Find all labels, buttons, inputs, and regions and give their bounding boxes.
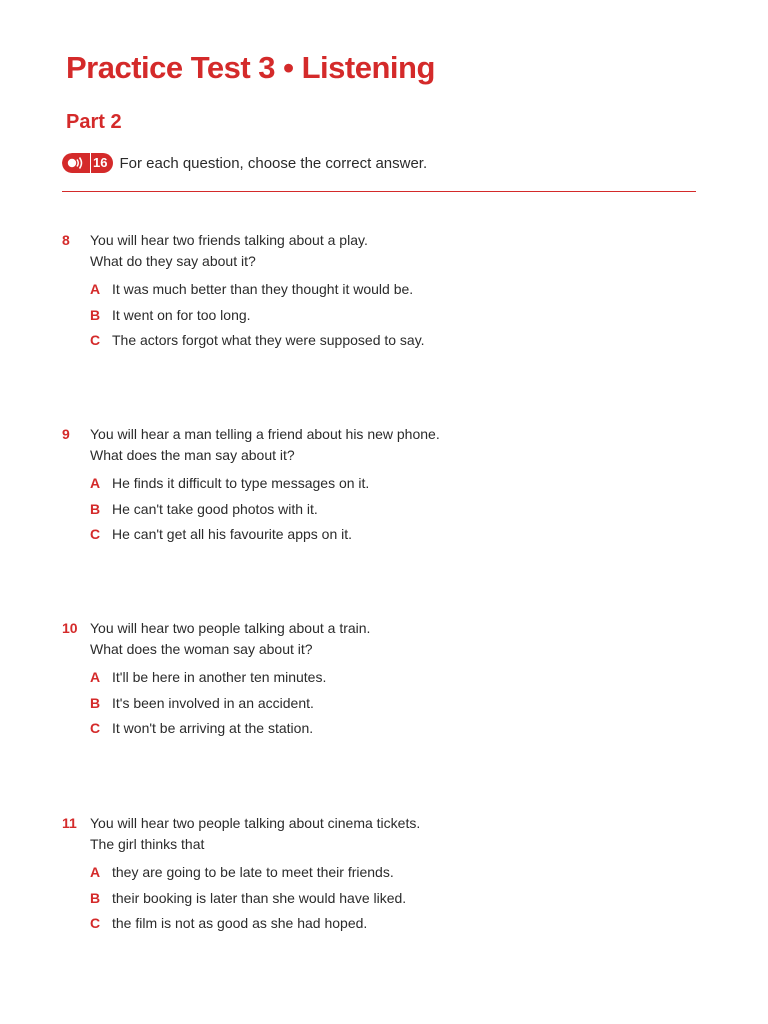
option-text: It was much better than they thought it would be. [112, 281, 414, 297]
question-prompt: What do they say about it? [90, 253, 256, 269]
option-text: It'll be here in another ten minutes. [112, 669, 327, 685]
answer-options [90, 277, 702, 354]
question-prompt: What does the man say about it? [90, 447, 295, 463]
track-number: 16 [90, 153, 113, 173]
option-letter: B [90, 500, 101, 517]
question-context: You will hear two friends talking about a play. [90, 232, 368, 248]
instruction-row [62, 153, 427, 173]
option-letter: C [90, 915, 101, 931]
option-text: they are going to be late to meet their friends. [112, 864, 394, 880]
answer-option-b[interactable] [90, 497, 702, 523]
option-text: He finds it difficult to type messages on it. [112, 475, 370, 491]
option-text: It went on for too long. [112, 306, 251, 323]
option-letter: B [90, 306, 101, 323]
option-letter: A [90, 864, 101, 880]
question-prompt: The girl thinks that [90, 836, 205, 852]
speaker-icon [62, 153, 90, 173]
answer-option-b[interactable] [90, 886, 702, 912]
option-letter: C [90, 332, 101, 348]
option-letter: B [90, 694, 101, 711]
option-text: He can't get all his favourite apps on it. [112, 526, 353, 542]
option-letter: A [90, 281, 101, 297]
question-number: 10 [62, 620, 78, 636]
question-9 [62, 424, 702, 548]
answer-option-a[interactable] [90, 277, 702, 303]
answer-options [90, 471, 702, 548]
option-text: their booking is later than she would have liked. [112, 889, 407, 906]
option-letter: C [90, 720, 101, 736]
question-prompt: What does the woman say about it? [90, 641, 313, 657]
question-context: You will hear a man telling a friend about his new phone. [90, 426, 440, 442]
question-number: 8 [62, 232, 70, 248]
answer-options [90, 665, 702, 742]
question-number: 11 [62, 815, 77, 831]
page-title: Practice Test 3 • Listening [66, 50, 435, 85]
answer-option-a[interactable] [90, 860, 702, 886]
divider [62, 191, 696, 192]
answer-option-c[interactable] [90, 716, 702, 742]
option-letter: B [90, 889, 101, 906]
question-11 [62, 813, 702, 937]
option-text: the film is not as good as she had hoped. [112, 915, 368, 931]
option-text: It's been involved in an accident. [112, 694, 314, 711]
option-text: The actors forgot what they were supposed to say. [112, 332, 425, 348]
audio-track-badge[interactable] [62, 153, 113, 173]
answer-option-a[interactable] [90, 471, 702, 497]
question-context: You will hear two people talking about cinema tickets. [90, 815, 421, 831]
answer-option-b[interactable] [90, 691, 702, 717]
question-number: 9 [62, 426, 70, 442]
answer-option-c[interactable] [90, 328, 702, 354]
answer-option-c[interactable] [90, 522, 702, 548]
part-heading: Part 2 [66, 111, 122, 133]
question-10 [62, 618, 702, 742]
answer-option-a[interactable] [90, 665, 702, 691]
answer-option-c[interactable] [90, 911, 702, 937]
option-text: He can't take good photos with it. [112, 500, 318, 517]
answer-options [90, 860, 702, 937]
question-8 [62, 230, 702, 354]
option-text: It won't be arriving at the station. [112, 720, 314, 736]
option-letter: A [90, 669, 101, 685]
answer-option-b[interactable] [90, 303, 702, 329]
option-letter: A [90, 475, 101, 491]
question-context: You will hear two people talking about a train. [90, 620, 371, 636]
instruction-text: For each question, choose the correct answer. [119, 154, 428, 172]
option-letter: C [90, 526, 101, 542]
